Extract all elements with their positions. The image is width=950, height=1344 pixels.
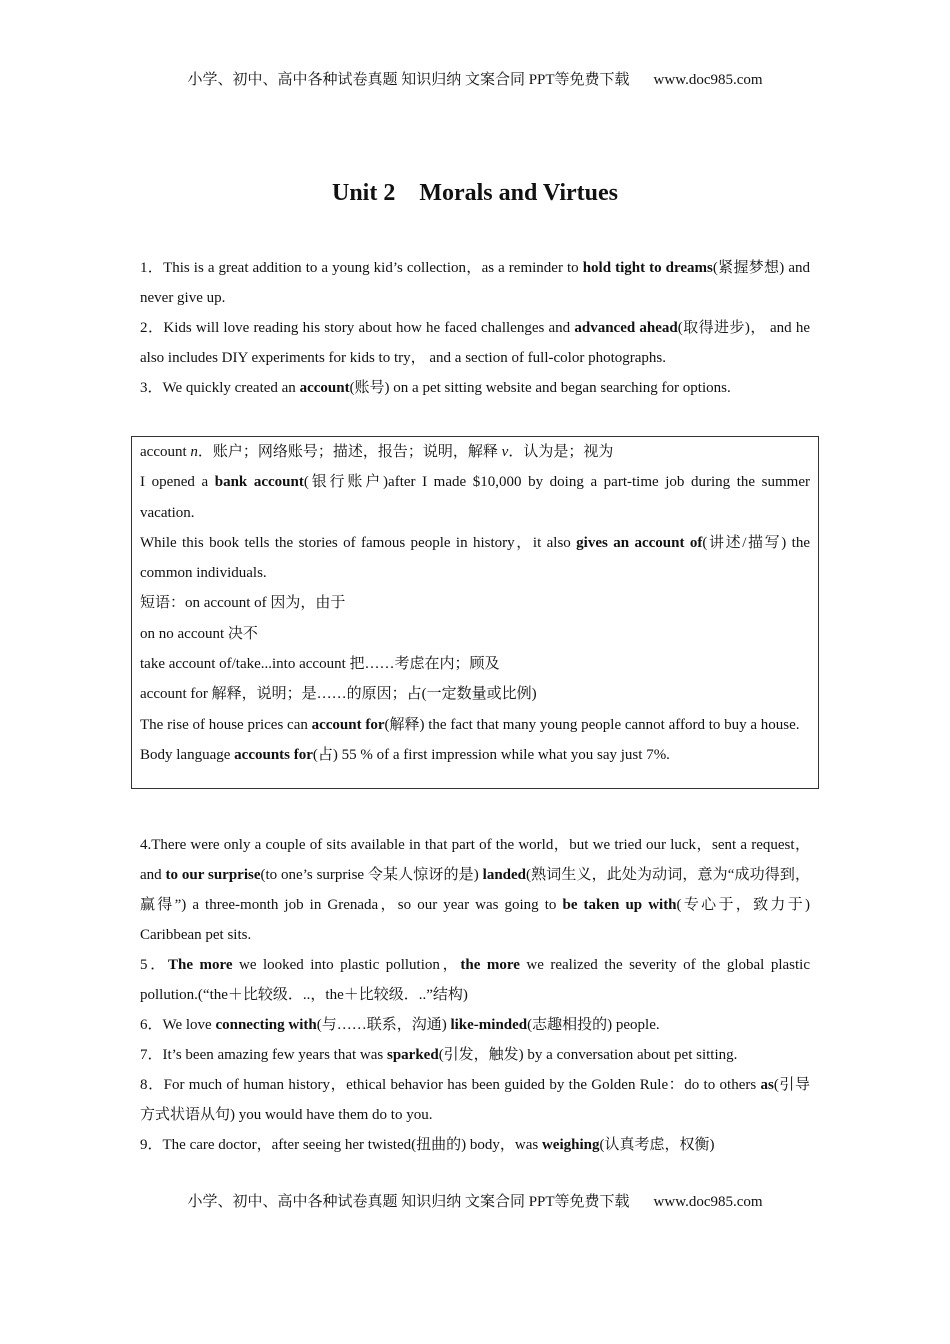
text-segment: (认真考虑，权衡): [599, 1137, 715, 1153]
text-segment: 6．We love: [140, 1017, 216, 1033]
key-phrase: like-minded: [450, 1017, 528, 1033]
box-paragraph: [140, 740, 810, 770]
text-segment: (专心于，致力于) Caribbean pet sits.: [140, 897, 810, 943]
page-footer: [0, 1190, 950, 1211]
key-phrase: weighing: [541, 1137, 600, 1153]
footer-text: 小学、初中、高中各种试卷真题 知识归纳 文案合同 PPT等免费下载: [187, 1194, 630, 1210]
text-segment: 3．We quickly created an: [140, 380, 300, 396]
text-segment: account: [140, 444, 191, 460]
box-paragraph: [140, 649, 810, 679]
items_bottom-paragraph: [140, 1130, 810, 1160]
footer-url: www.doc985.com: [653, 1194, 763, 1210]
text-segment: take account of/take...into account 把……考虑在内；顾及: [140, 656, 500, 673]
box-paragraph: [140, 588, 810, 618]
box-paragraph: [140, 467, 810, 528]
key-phrase: advanced ahead: [574, 320, 678, 336]
box-paragraph: [140, 528, 810, 589]
key-phrase: account: [299, 380, 350, 396]
text-segment: (占) 55 % of a first impression while what you say just 7%.: [312, 746, 670, 763]
text-segment: 1．This is a great addition to a young kid’s collection，as a reminder to: [140, 260, 583, 276]
text-segment: 8．For much of human history，ethical behavior has been guided by the Golden Rule：do to others: [140, 1077, 761, 1093]
key-phrase: landed: [482, 867, 527, 883]
items_bottom-paragraph: [140, 1010, 810, 1040]
items_top-paragraph: [140, 373, 810, 403]
key-phrase: be taken up with: [562, 897, 677, 913]
text-segment: (讲述/描写) the common individuals.: [140, 534, 811, 582]
text-segment: 短语：on account of 因为，由于: [140, 595, 346, 612]
box-paragraph: [140, 710, 810, 740]
key-phrase: sparked: [387, 1047, 439, 1063]
text-segment: on no account 决不: [140, 625, 258, 642]
text-segment: ．认为是；视为: [508, 444, 614, 460]
text-segment: (to one’s surprise 令某人惊讶的是): [260, 867, 483, 883]
text-segment: The rise of house prices can: [140, 716, 312, 733]
header-text: 小学、初中、高中各种试卷真题 知识归纳 文案合同 PPT等免费下载: [187, 72, 630, 88]
key-phrase: gives an account of: [576, 534, 703, 551]
text-segment: 5．: [140, 957, 168, 973]
text-segment: (解释) the fact that many young people cannot afford to buy a house.: [384, 716, 800, 733]
text-segment: (引导方式状语从句) you would have them do to you.: [140, 1077, 810, 1123]
key-phrase: the more: [460, 957, 520, 973]
text-segment: account for 解释，说明；是……的原因；占(一定数量或比例): [140, 686, 537, 703]
key-phrase: to our surprise: [165, 867, 261, 883]
box-paragraph: [140, 619, 810, 649]
text-segment: (紧握梦想) and never give up.: [140, 260, 810, 306]
text-segment: v: [501, 444, 509, 460]
key-phrase: connecting with: [215, 1017, 317, 1033]
text-segment: (账号) on a pet sitting website and began searching for options.: [349, 380, 731, 396]
items_bottom-paragraph: [140, 830, 810, 950]
items-top: [140, 253, 810, 403]
text-segment: While this book tells the stories of famous people in history，it also: [140, 534, 577, 551]
text-segment: we realized the severity of the global plastic pollution.(“the＋比较级．..，the＋比较级．..”结构): [140, 957, 810, 1003]
box-paragraph: [140, 437, 810, 467]
key-phrase: The more: [167, 957, 233, 973]
text-segment: Body language: [140, 746, 235, 763]
text-segment: (与……联系，沟通): [316, 1017, 451, 1033]
text-segment: 9．The care doctor，after seeing her twisted(扭曲的) body，was: [140, 1137, 542, 1153]
text-segment: n: [190, 444, 198, 460]
text-segment: (引发，触发) by a conversation about pet sitting.: [438, 1047, 738, 1063]
page-header: [0, 68, 950, 89]
key-phrase: accounts for: [234, 746, 313, 763]
items_bottom-paragraph: [140, 1070, 810, 1130]
page-title: Unit 2 Morals and Virtues: [331, 180, 618, 206]
items_bottom-paragraph: [140, 950, 810, 1010]
items-bottom: [140, 830, 810, 1192]
text-segment: 2．Kids will love reading his story about how he faced challenges and: [140, 320, 575, 336]
text-segment: (熟词生义，此处为动词，意为“成功得到，赢得”) a three-month job in Grenada，so our year was going to: [140, 867, 810, 913]
text-segment: (银行账户)after I made $10,000 by doing a part-time job during the summer vacation.: [140, 474, 810, 521]
text-segment: (取得进步)， and he also includes DIY experiments for kids to try， and a section of full-color photographs.: [140, 320, 810, 366]
header-url: www.doc985.com: [653, 72, 763, 88]
items_top-paragraph: [140, 313, 810, 373]
text-segment: (志趣相投的) people.: [527, 1017, 660, 1033]
items_top-paragraph: [140, 253, 810, 313]
text-segment: we looked into plastic pollution，: [232, 957, 461, 973]
text-segment: ．账户；网络账号；描述，报告；说明，解释: [197, 444, 502, 460]
items_bottom-paragraph: [140, 1040, 810, 1070]
text-segment: I opened a: [140, 474, 215, 491]
text-segment: 4.There were only a couple of sits available in that part of the world，but we tried our luck，sent a request，and: [140, 837, 810, 883]
account-note-box: [131, 436, 819, 789]
key-phrase: account for: [311, 716, 385, 733]
key-phrase: hold tight to dreams: [582, 260, 713, 276]
key-phrase: as: [760, 1077, 774, 1093]
box-paragraph: [140, 679, 810, 709]
key-phrase: bank account: [214, 474, 304, 491]
text-segment: 7．It’s been amazing few years that was: [140, 1047, 387, 1063]
